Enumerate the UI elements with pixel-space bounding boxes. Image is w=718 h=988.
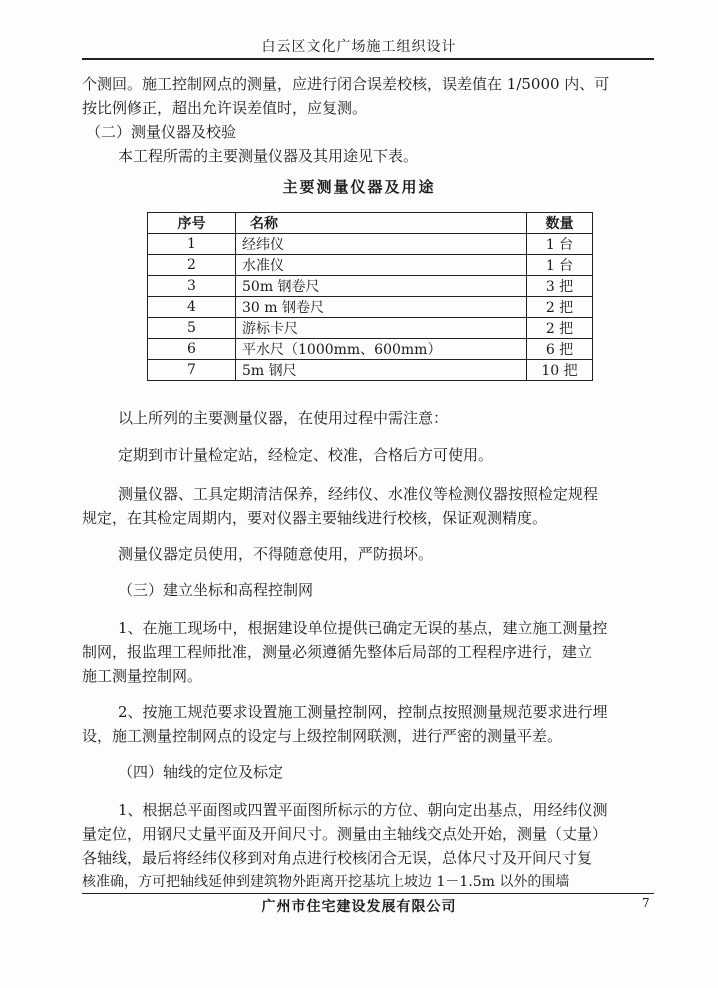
body-line: 量定位，用钢尺丈量平面及开间尺寸。测量由主轴线交点处开始，测量（丈量） [82, 825, 608, 843]
cell-name: 30 m 钢卷尺 [236, 297, 527, 318]
footer-company: 广州市住宅建设发展有限公司 [261, 899, 457, 915]
page-number: 7 [642, 896, 650, 910]
cell-name: 50m 钢卷尺 [236, 276, 527, 297]
table-row [148, 297, 593, 318]
cell-name: 水准仪 [236, 255, 527, 276]
table-header-row [148, 213, 593, 234]
cell-qty: 2 把 [527, 297, 593, 318]
table-row [148, 360, 593, 381]
instrument-table [147, 212, 593, 381]
cell-no: 6 [148, 339, 236, 360]
header-no: 序号 [148, 213, 236, 234]
cell-no: 5 [148, 318, 236, 339]
body-line: 1、根据总平面图或四置平面图所标示的方位、朝向定出基点，用经纬仪测 [118, 801, 608, 819]
body-line: 本工程所需的主要测量仪器及其用途见下表。 [118, 147, 419, 165]
section-heading: （二）测量仪器及校验 [86, 123, 237, 141]
cell-no: 1 [148, 234, 236, 255]
body-line: 测量仪器、工具定期清洁保养，经纬仪、水准仪等检测仪器按照检定规程 [118, 485, 599, 503]
cell-qty: 10 把 [527, 360, 593, 381]
footer-rule [82, 893, 654, 894]
cell-name: 5m 钢尺 [236, 360, 527, 381]
table-title: 主要测量仪器及用途 [282, 178, 436, 196]
cell-qty: 3 把 [527, 276, 593, 297]
body-line: 个测回。施工控制网点的测量，应进行闭合误差校核，误差值在 1/5000 内、可 [82, 75, 610, 93]
body-line: 测量仪器定员使用，不得随意使用，严防损坏。 [118, 545, 434, 563]
table-row [148, 339, 593, 360]
body-line: 定期到市计量检定站，经检定、校准，合格后方可使用。 [118, 446, 494, 464]
section-heading: （四）轴线的定位及标定 [118, 763, 284, 781]
cell-name: 平水尺（1000mm、600mm） [236, 339, 527, 360]
cell-name: 经纬仪 [236, 234, 527, 255]
cell-qty: 2 把 [527, 318, 593, 339]
header-name: 名称 [236, 213, 527, 234]
cell-name: 游标卡尺 [236, 318, 527, 339]
body-line: 设，施工测量控制网点的设定与上级控制网联测，进行严密的测量平差。 [82, 727, 563, 745]
page-header-title: 白云区文化广场施工组织设计 [261, 39, 457, 55]
body-line: 2、按施工规范要求设置施工测量控制网，控制点按照测量规范要求进行埋 [118, 703, 608, 721]
body-line: 规定，在其检定周期内，要对仪器主要轴线进行校核，保证观测精度。 [82, 509, 548, 527]
cell-no: 4 [148, 297, 236, 318]
body-line: 以上所列的主要测量仪器，在使用过程中需注意： [118, 409, 449, 427]
body-line: 制网，报监理工程师批准，测量必须遵循先整体后局部的工程程序进行，建立 [82, 643, 593, 661]
cell-no: 3 [148, 276, 236, 297]
cell-qty: 6 把 [527, 339, 593, 360]
table-row [148, 255, 593, 276]
cell-no: 7 [148, 360, 236, 381]
body-line: 核准确，方可把轴线延伸到建筑物外距离开挖基坑上坡边 1－1.5m 以外的围墙 [82, 874, 570, 890]
table-row [148, 234, 593, 255]
cell-qty: 1 台 [527, 234, 593, 255]
body-line: 按比例修正，超出允许误差值时，应复测。 [82, 99, 368, 117]
table-row [148, 276, 593, 297]
body-line: 1、在施工现场中，根据建设单位提供已确定无误的基点，建立施工测量控 [118, 619, 608, 637]
section-heading: （三）建立坐标和高程控制网 [118, 581, 314, 599]
cell-no: 2 [148, 255, 236, 276]
body-line: 施工测量控制网。 [82, 667, 203, 685]
body-line: 各轴线，最后将经纬仪移到对角点进行校核闭合无误，总体尺寸及开间尺寸复 [82, 849, 593, 867]
table-row [148, 318, 593, 339]
header-qty: 数量 [527, 213, 593, 234]
header-rule [82, 58, 654, 60]
cell-qty: 1 台 [527, 255, 593, 276]
